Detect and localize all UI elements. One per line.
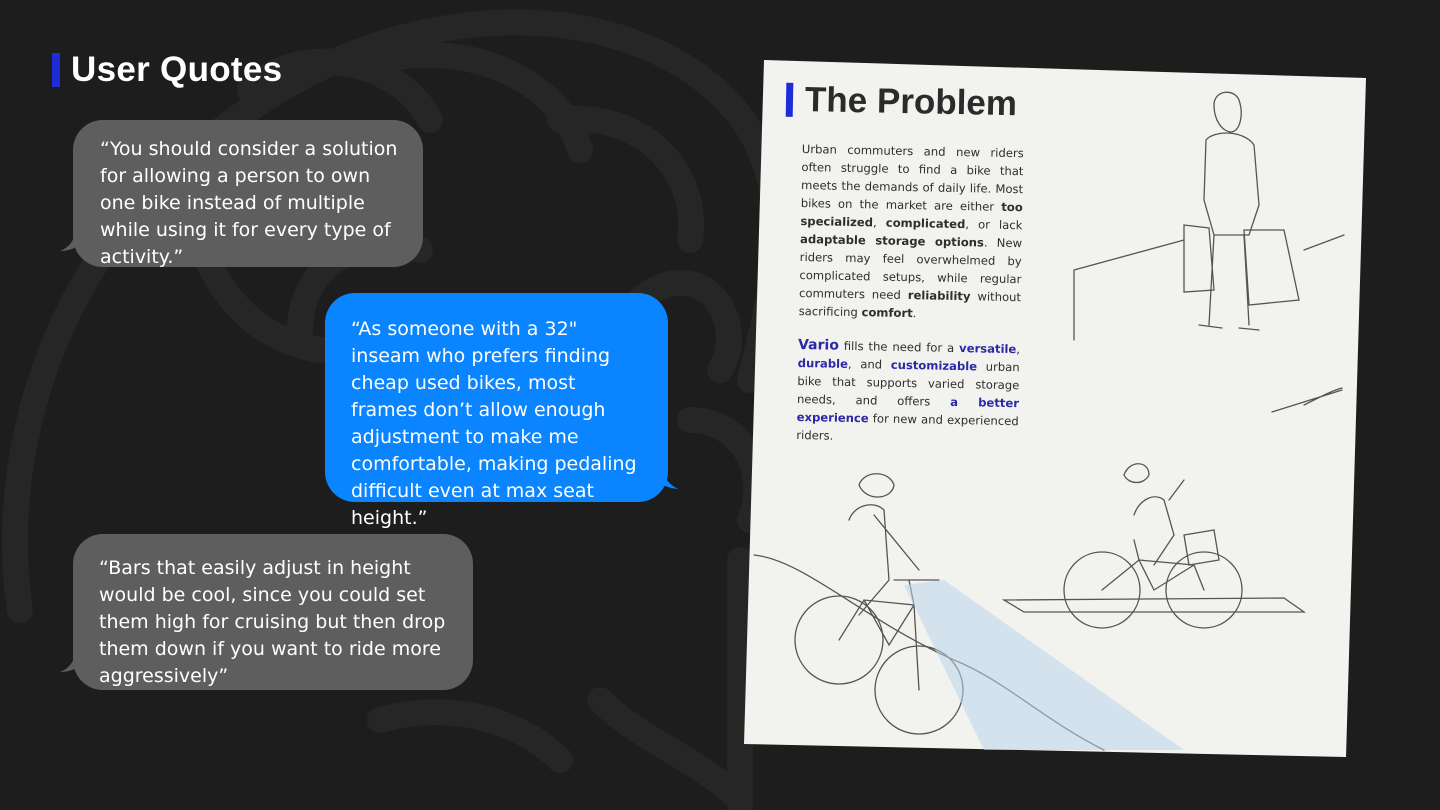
paragraph-text: Urban commuters and new riders often struggle to find a bike that meets the demands of daily life. Most bikes on the market are either bbox=[800, 141, 1024, 214]
highlight-text: a better experience bbox=[796, 394, 1020, 426]
quote-bubble bbox=[73, 534, 473, 690]
highlight-text: versatile bbox=[958, 341, 1017, 357]
paragraph-text: , or lack bbox=[965, 217, 1023, 233]
section-heading bbox=[52, 50, 282, 90]
paragraph-text: urban bike that supports varied storage needs, and offers bbox=[796, 359, 1020, 409]
highlight-text: customizable bbox=[890, 357, 978, 374]
solution-paragraph bbox=[796, 336, 1020, 448]
quote-bubble bbox=[73, 120, 423, 267]
card-title: The Problem bbox=[804, 80, 1018, 124]
paragraph-text: . New riders may feel overwhelmed by complicated setups, while regular commuters need bbox=[798, 235, 1023, 303]
quote-text: “Bars that easily adjust in height would be cool, since you could set them high for cruising but then drop them down if you want to ride more aggressively” bbox=[99, 557, 446, 687]
heading-accent-bar bbox=[52, 53, 60, 87]
paragraph-text: . bbox=[912, 306, 917, 321]
brand-name: Vario bbox=[797, 336, 840, 354]
card-heading bbox=[786, 80, 1018, 124]
quote-text: “As someone with a 32" inseam who prefers finding cheap used bikes, most frames don’t allow enough adjustment to make me comfortable, making pedaling difficult even at max seat height.” bbox=[351, 318, 637, 529]
quote-bubble bbox=[325, 293, 668, 529]
problem-description bbox=[796, 140, 1024, 464]
paragraph-text: for new and experienced riders. bbox=[796, 411, 1019, 443]
emphasis-text: adaptable storage options bbox=[799, 231, 985, 250]
problem-paragraph bbox=[799, 140, 1024, 324]
emphasis-text: comfort bbox=[861, 305, 913, 321]
quote-text: “You should consider a solution for allowing a person to own one bike instead of multiple while using it for every type of activity.” bbox=[100, 138, 398, 268]
paragraph-text: without sacrificing bbox=[798, 289, 1022, 320]
highlight-text: durable bbox=[797, 355, 849, 371]
page-title: User Quotes bbox=[71, 50, 283, 89]
heading-accent-bar bbox=[786, 83, 794, 117]
problem-card bbox=[744, 60, 1366, 757]
emphasis-text: complicated bbox=[885, 215, 966, 232]
paragraph-text: , bbox=[872, 215, 886, 230]
paragraph-text: , bbox=[1016, 342, 1021, 357]
paragraph-text: fills the need for a bbox=[838, 338, 960, 356]
emphasis-text: too specialized bbox=[800, 199, 1023, 230]
emphasis-text: reliability bbox=[907, 288, 971, 304]
paragraph-text: , and bbox=[847, 356, 891, 372]
